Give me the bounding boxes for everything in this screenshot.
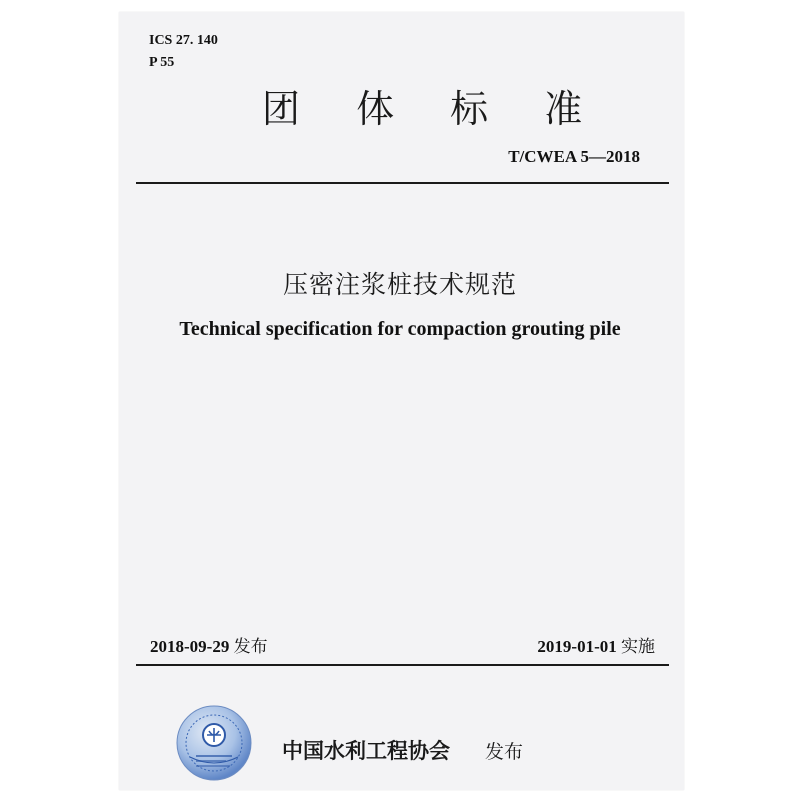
implement-label: 实施	[621, 637, 655, 657]
classification-block	[149, 30, 218, 74]
standard-number: T/CWEA 5—2018	[508, 147, 640, 166]
implement-date: 2019-01-01	[537, 637, 617, 656]
issue-date-line	[150, 632, 268, 657]
class-code: P 55	[149, 55, 175, 70]
implement-date-line	[537, 632, 655, 657]
issue-label: 发布	[233, 637, 268, 657]
chinese-title: 压密注浆桩技术规范	[282, 270, 517, 299]
ics-code: ICS 27. 140	[149, 33, 218, 48]
issue-date: 2018-09-29	[150, 637, 230, 656]
bottom-divider	[136, 664, 669, 666]
publisher-name: 中国水利工程协会	[282, 739, 450, 763]
standard-category: 团 体 标 准	[262, 87, 605, 131]
top-divider	[136, 182, 669, 184]
publish-label: 发布	[485, 741, 524, 763]
anti-counterfeit-seal-icon	[176, 705, 252, 781]
english-title: Technical specification for compaction grouting pile	[179, 318, 621, 340]
